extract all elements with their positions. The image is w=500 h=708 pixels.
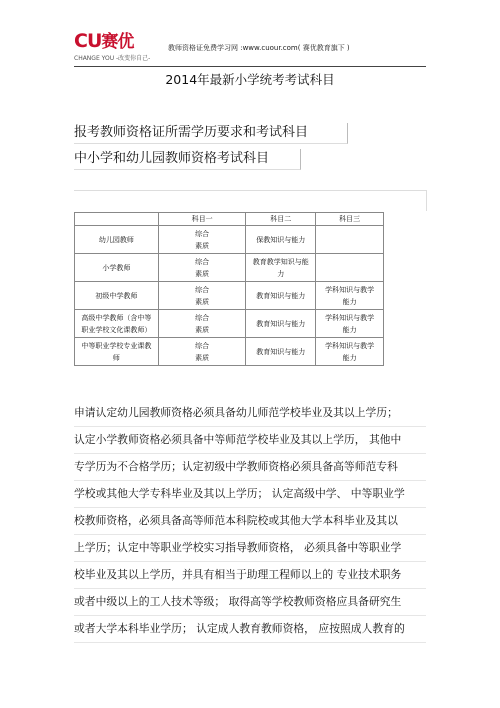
table-cell	[316, 226, 384, 254]
table-cell: 综合 素质	[158, 282, 246, 310]
header-site-info: 教师资格证免费学习网 :www.cuour.com( 赛优教育旗下 )	[168, 44, 350, 52]
table-cell: 中等职业学校专业课教 师	[75, 338, 159, 366]
table-header-cell	[75, 213, 159, 226]
table-cell: 初级中学教师	[75, 282, 159, 310]
table-header-cell: 科目二	[246, 213, 316, 226]
table-header-cell: 科目三	[316, 213, 384, 226]
table-cell	[316, 254, 384, 282]
table-cell: 教育知识与能力	[246, 282, 316, 310]
paragraph-line: 或者大学本科毕业学历； 认定成人教育教师资格， 应按照成人教育的	[74, 616, 426, 643]
table-cell: 学科知识与教学 能力	[316, 310, 384, 338]
paragraph-line: 认定小学教师资格必须具备中等师范学校毕业及其以上学历， 其他中	[74, 427, 426, 454]
paragraph-line: 上学历；认定中等职业学校实习指导教师资格， 必须具备中等职业学	[74, 535, 426, 562]
table-row	[75, 254, 384, 282]
table-row	[75, 282, 384, 310]
table-cell: 教育教学知识与能 力	[246, 254, 316, 282]
exam-subjects-table	[74, 212, 384, 366]
requirements-paragraph	[74, 400, 426, 643]
table-caption-band	[74, 190, 427, 211]
table-row	[75, 310, 384, 338]
table-row	[75, 226, 384, 254]
paragraph-line: 或者中级以上的工人技术等级； 取得高等学校教师资格应具备研究生	[74, 589, 426, 616]
table-cell: 教育知识与能力	[246, 338, 316, 366]
table-cell: 学科知识与教学 能力	[316, 338, 384, 366]
paragraph-line: 专学历为不合格学历；认定初级中学教师资格必须具备高等师范专科	[74, 454, 426, 481]
paragraph-line: 校毕业及其以上学历，并具有相当于助理工程师以上的 专业技术职务	[74, 562, 426, 589]
logo-brand-text: 赛优	[101, 32, 134, 52]
table-row	[75, 338, 384, 366]
section-heading-subjects: 中小学和幼儿园教师资格考试科目	[74, 149, 301, 170]
table-cell: 综合 素质	[158, 254, 246, 282]
logo-slogan: CHANGE YOU -改变你自己-	[74, 55, 151, 62]
table-cell: 保教知识与能力	[246, 226, 316, 254]
cuour-logo	[74, 30, 154, 64]
paragraph-line: 申请认定幼儿园教师资格必须具备幼儿师范学校毕业及其以上学历；	[74, 400, 426, 427]
table-cell: 高级中学教师（含中等 职业学校文化课教师）	[75, 310, 159, 338]
section-heading-requirements: 报考教师资格证所需学历要求和考试科目	[74, 123, 348, 144]
table-cell: 幼儿园教师	[75, 226, 159, 254]
logo-mark	[74, 30, 133, 53]
paragraph-line: 学校或其他大学专科毕业及其以上学历； 认定高级中学、 中等职业学	[74, 481, 426, 508]
page-header	[0, 0, 500, 70]
table-header-row	[75, 213, 384, 226]
header-divider	[74, 66, 426, 67]
table-cell: 小学教师	[75, 254, 159, 282]
page-title: 2014年最新小学统考考试科目	[165, 72, 335, 87]
table-cell: 综合 素质	[158, 310, 246, 338]
table-cell: 学科知识与教学 能力	[316, 282, 384, 310]
table-cell: 综合 素质	[158, 338, 246, 366]
paragraph-line: 校教师资格，必须具备高等师范本科院校或其他大学本科毕业及其以	[74, 508, 426, 535]
table-cell: 教育知识与能力	[246, 310, 316, 338]
table-cell: 综合 素质	[158, 226, 246, 254]
logo-cu-text: CU	[74, 30, 102, 52]
table-header-cell: 科目一	[158, 213, 246, 226]
